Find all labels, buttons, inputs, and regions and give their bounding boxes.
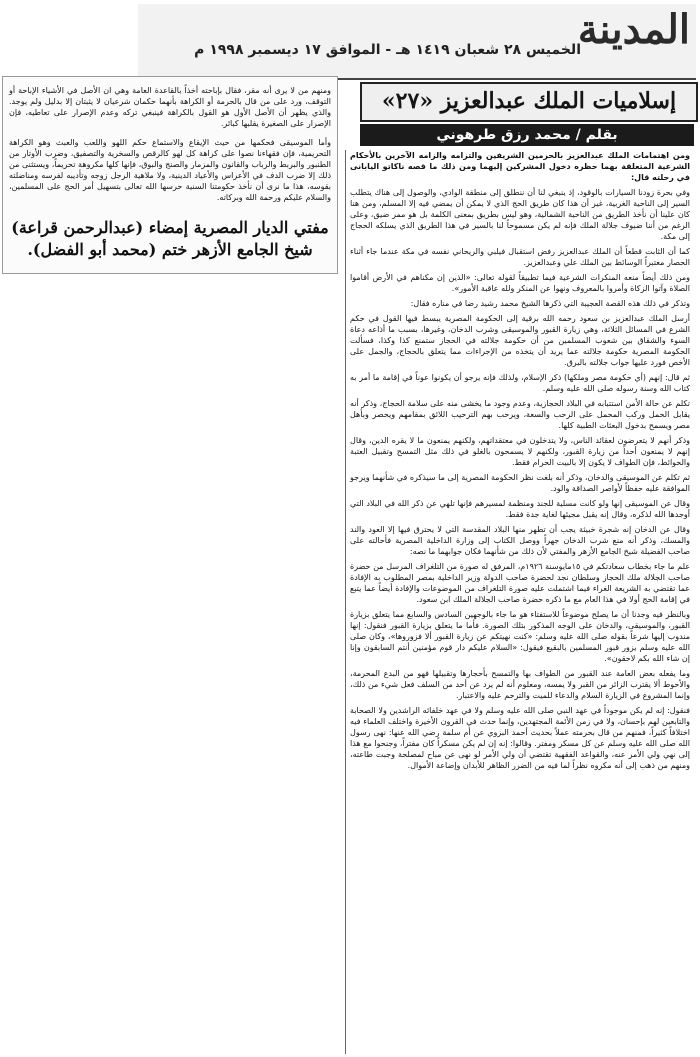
article-paragraph: ثم تكلم عن الموسيقى والدخان، وذكر أنه بلغت نظر الحكومة المصرية إلى ما سيذكره في شأنهما ويرجو الموافقة عليه حفظاً لأواصر الصداقة والود. xyxy=(350,473,690,493)
article-paragraph: وقال عن الدخان إنه شجرة خبيثة يجب أن تطهر منها البلاد المقدسة التي لا يحترق فيها إلا العود والند والمسك، وذكر أنه منع شرب الدخان جهراً ووصل الكتاب إلى وزارة الداخلية المصرية فأحالته على صاحب الفضيلة شيخ الجامع الأزهر والمفتي لأن ذلك من شأنهما فكان جوابهما ما نصه: xyxy=(350,525,690,556)
article-paragraph: كما أن الثابت قطعاً أن الملك عبدالعزيز رفض استقبال فيلبي والريحاني نفسه في مكة عندما جاء أثناء الحصار معتبراً الوسائط بين الملك علي وعبدالعزيز. xyxy=(350,247,690,267)
newspaper-masthead xyxy=(138,4,696,80)
article-byline: بقلم / محمد رزق طرهوني xyxy=(436,127,618,143)
article-paragraph: فنقول: إنه لم يكن موجوداً في عهد النبي صلى الله عليه وسلم ولا في عهد خلفائه الراشدين ولا الصحابة والتابعين لهم بإحسان، ولا في زمن الأئمة المجتهدين، وإنما حدث في القرون الأخيرة واختلف العلماء فيه اختلافاً كثيراً، فمنهم من قال بحرمته عملاً بحديث أحمد البزوي عن أم سلمة رضي الله عنها: نهى رسول الله صلى الله عليه وسلم عن كل مسكر ومفتر. وقالوا: إنه إن لم يكن مسكراً كان مفتراً، وجنحوا مع هذا إلى نهي ولي الأمر عنه، والقواعد الفقهية تقتضي أن ولي الأمر لو نهى عن مباح لمصلحة وجبت طاعته، ومنهم من ذهب إلى أنه مكروه نظراً لما فيه من الضرر الظاهر للأبدان وإضاعة الأموال. xyxy=(350,706,690,770)
article-paragraph: وما يفعله بعض العامة عند القبور من الطواف بها والتمسح بأحجارها وتقبيلها فهو من البدع المحرمة، والأحوط ألا يقترب الزائر من القبر ولا يمسه، ومعلوم أنه لم يرد عن أحد من السلف فعل شيء من ذلك، وإنما المشروع في الزيارة السلام والدعاء للميت والترحم عليه والاعتبار. xyxy=(350,669,690,700)
article-paragraph: أرسل الملك عبدالعزيز بن سعود رحمه الله برقية إلى الحكومة المصرية يبسط فيها القول في حكم الشرع في المسائل الثلاثة، وهي زيارة القبور والموسيقى وشرب الدخان، وغيرها، بسبب ما أذاعه دعاة السوء والشقاق بين شعوب المسلمين من أن حكومة جلالته في الحجاز ستمنع كذا وكذا، فسألت الحكومة المصرية حكومة جلالته عما يريد أن يتخذه من الإجراءات مما يتعلق بالحجاج، والجمل على الأخص فورد عليها جواب جلالته بالبرق. xyxy=(350,314,690,367)
article-headline: إسلاميات الملك عبدالعزيز «٢٧» xyxy=(381,88,677,114)
article-body xyxy=(345,150,694,1054)
article-paragraph: وتذكر في ذلك هذه القصة العجيبة التي ذكرها الشيخ محمد رشيد رضا في مناره فقال: xyxy=(410,299,690,308)
article-paragraph: وفي بحرة زودنا السيارات بالوقود، إذ ينبغي لنا أن ننطلق إلى منطقة الوادي، والوصول إلى هناك يتطلب السير إلى الناحية الغربية، غير أن هذا كان طريق الحج الذي لا يمكن أن يمضي فيه إلا المسلم، ومن هنا كان علينا أن نأخذ الطريق من الناحية الشمالية، وهو ليس بطريق بمعنى الكلمة بل هو ممر ضيق، وعلى الرغم من أننا ضيوف جلالة الملك فإنه لم يكن مسموحاً لنا بالسير في هذا الطريق الذي يسلكه الحجاج إلى مكة. xyxy=(350,188,690,241)
issue-date: الخميس ٢٨ شعبان ١٤١٩ هـ - الموافق ١٧ ديسمبر ١٩٩٨ م xyxy=(194,42,581,58)
article-paragraph: علم ما جاء بخطاب سعادتكم في ١٥مايوسنة ١٩٢٦م، المرفق له صورة من التلغراف المرسل من حضرة صاحب الجلالة ملك الحجاز وسلطان نجد لحضرة صاحب الدولة وزير الداخلية بمصر المطلوب به الإفادة عما تقتضي به الشريعة الغراء فيما اشتملت عليه صورة التلغراف من الموضوعات والإفادة أيضاً عما يتبع في إقامة الحج أولا في هذا العام مع ما ذكره حضرة صاحب الجلالة الملك ابن سعود. xyxy=(350,562,691,604)
headline-box xyxy=(360,82,698,122)
article-paragraph: ومن ذلك أيضاً منعه المنكرات الشرعية فيما تطبيقاً لقوله تعالى: «الذين إن مكناهم في الأرض أقاموا الصلاة وآتوا الزكاة وأمروا بالمعروف ونهوا عن المنكر ولله عاقبة الأمور». xyxy=(350,273,690,293)
left-paragraph: وأما الموسيقى فحكمها من حيث الإيقاع والاستماع حكم اللهو واللعب والعبث وهو الكراهة التحريمية، فإن فقهاءنا نصوا على كراهة كل لهو كالرقص والسخرية والتصفيق، وضرب الأوتار من الطنبور والبربط والرباب والقانون والمزمار والصنج والبوق، فإنها كلها مكروهة تحريماً، ويستثنى من ذلك إلا ضرب الدف في الأعراس والأعياد الدينية، ولا ملاهية الرجل زوجه وتأديبه لفرسه ومناضلته بقوسه، هذا ما نرى أن نأخذ حكومتنا السنية حرسها الله تعالى بتسهيل أمر الحج على المسلمين، والسلام عليكم ورحمة الله وبركاته. xyxy=(9,138,331,202)
article-paragraph: وقال عن الموسيقى إنها ولو كانت مسلية للجند ومنظمة لمسيرهم فإنها تلهي عن ذكر الله في البلاد التي أوجدها الله لذكره، وقال إنه يقبل مجيئها لغاية جدة فقط. xyxy=(350,499,690,519)
byline-bar xyxy=(360,124,694,146)
fatwa-signature: مفتي الديار المصرية إمضاء (عبدالرحمن قراعة) شيخ الجامع الأزهر ختم (محمد أبو الفضل). xyxy=(11,218,329,259)
fatwa-continuation-box xyxy=(2,76,338,274)
article-paragraph: تكلم عن حالة الأمن استتبابه في البلاد الحجازية، وعدم وجود ما يخشى منه على سلامة الحجاج، وذكر أنه يقابل الحمل وركب المحمل على الرحب والسعة، ويرحب بهم الترحيب اللائق بمقامهم ويحصر وبأهل مصر ويسمح بدخول البعثات الطبية كلها. xyxy=(350,399,690,430)
article-paragraph: وبالنظر فيه وجدنا أن ما يصلح موضوعاً للاستفتاء هو ما جاء بالوجهين السادس والسابع مما يتعلق بزيارة القبور، والموسيقى، والدخان على الوجه المذكور بتلك الصورة. فأما ما يتعلق بزيارة القبور فنقول: إنها مندوب إليها شرعاً بقوله صلى الله عليه وسلم: «كنت نهيتكم عن زيارة القبور ألا فزوروها»، وكان صلى الله عليه وسلم يزور قبور المسلمين بالبقيع فيقول: «السلام عليكم دار قوم مؤمنين أنتم السابقون وإنا إن شاء الله بكم لاحقون». xyxy=(350,610,690,663)
article-paragraph: ومن اهتمامات الملك عبدالعزيز بالحرمين الشريفين والتزامه والزامه الآخرين بالأحكام الشرعية المتعلقة بهما حظره دخول المشركين إليهما ومن ذلك ما قصه ناكاتو اليابانى في رحلته قال: xyxy=(350,151,690,182)
left-paragraph: ومنهم من لا يرى أنه مقر، فقال بإباحته أخذاً بالقاعدة العامة وهي ان الأصل في الأشياء الإباحة أو التوقف، ورد على من قال بالحرمة أو الكراهة بأنهما حكمان شرعيان لا يثبتان إلا بدليل ولم يوجد. والذي يظهر أن الأصل الأول هو القول بالكراهة فينبغي تركه وعدم الإصرار على تعاطيه، فإن الإصرار على الصغيرة يقلبها كبائر. xyxy=(9,86,331,128)
article-paragraph: ثم قال: إنهم (أي حكومة مصر وملكها) ذكر الإسلام، ولذلك فإنه يرجو أن يكونوا عوناً في إقامة ما أمر به كتاب الله وسنة رسوله صلى الله عليه وسلم. xyxy=(350,373,690,393)
article-paragraph: وذكر أنهم لا يتعرضون لعقائد الناس، ولا يتدخلون في معتقداتهم، ولكنهم يمنعون ما لا يقره الدين، وقال إنهم لا يمنعون أحداً من زيارة القبور، ولكنهم لا يسمحون بالغلو في ذلك مثل التمسح وتقبيل العتبة والحوائط، فإن الطواف لا يكون إلا بالبيت الحرام فقط. xyxy=(350,436,690,467)
newspaper-logo: المدينة xyxy=(577,6,690,53)
